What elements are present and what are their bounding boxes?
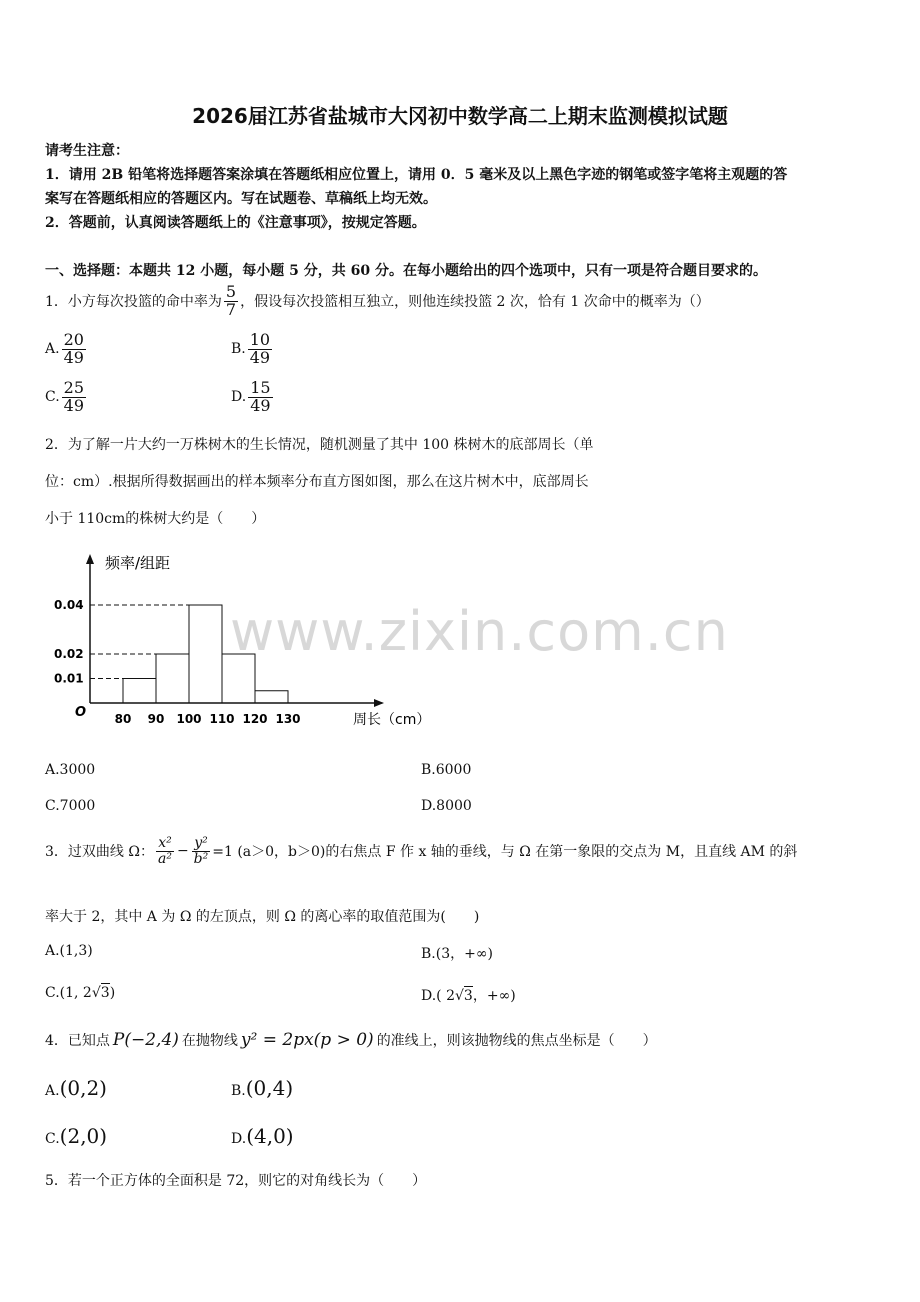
section-heading: 一、选择题：本题共 12 小题，每小题 5 分，共 60 分。在每小题给出的四个选项中，只有一项是符合题目要求的。 bbox=[45, 263, 767, 279]
option-fraction bbox=[248, 332, 272, 367]
q1-stem-post: ，假设每次投篮相互独立，则他连续投篮 2 次，恰有 1 次命中的概率为（） bbox=[240, 294, 710, 311]
q3-option-a[interactable]: A.(1,3) bbox=[45, 943, 93, 959]
option-num: 15 bbox=[250, 378, 271, 397]
option-label: D.( 2 bbox=[421, 988, 455, 1004]
option-den: 49 bbox=[249, 347, 271, 367]
q1-option-b[interactable] bbox=[231, 332, 274, 367]
q3-option-d[interactable] bbox=[421, 985, 516, 1005]
q4-option-a[interactable] bbox=[45, 1076, 107, 1100]
q2-option-d[interactable]: D.8000 bbox=[421, 798, 472, 814]
q3-fraction-x bbox=[156, 836, 174, 866]
q3-minus-sign: − bbox=[176, 843, 189, 860]
q1-stem-pre: 1．小方每次投篮的命中率为 bbox=[45, 294, 222, 311]
question-4 bbox=[45, 1030, 657, 1050]
option-label: C. bbox=[45, 389, 60, 406]
watermark-text: www.zixin.com.cn bbox=[230, 600, 729, 663]
q3-line2: 率大于 2，其中 A 为 Ω 的左顶点，则 Ω 的离心率的取值范围为( ) bbox=[45, 909, 480, 925]
q3-stem-mid: =1 (a＞0，b＞0)的右焦点 F 作 x 轴的垂线，与 Ω 在第一象限的交点为 M，且直线 AM 的斜 bbox=[212, 844, 798, 861]
option-num: 25 bbox=[63, 378, 85, 397]
q4-stem-pre: 4．已知点 bbox=[45, 1033, 110, 1049]
y-axis-arrow bbox=[86, 554, 94, 564]
q3-a2: a² bbox=[157, 850, 172, 867]
option-label: C.(1, 2 bbox=[45, 985, 92, 1001]
q1-option-a[interactable] bbox=[45, 332, 88, 367]
notice-line1a: 1．请用 2B 铅笔将选择题答案涂填在答题纸相应位置上，请用 0．5 毫米及以上黑色字迹的钢笔或签字笔将主观题的答 bbox=[45, 167, 788, 183]
chart-xlabel: 周长（cm） bbox=[353, 712, 431, 728]
q2-line2: 位：cm）.根据所得数据画出的样本频率分布直方图如图，那么在这片树木中，底部周长 bbox=[45, 474, 589, 490]
option-den: 49 bbox=[250, 395, 271, 415]
notice-heading: 请考生注意： bbox=[45, 143, 129, 159]
option-label: B. bbox=[231, 341, 246, 358]
q4-stem-post: 的准线上，则该抛物线的焦点坐标是（ ） bbox=[376, 1033, 657, 1049]
histogram-bar bbox=[123, 679, 156, 704]
option-label: C. bbox=[45, 1131, 60, 1147]
histogram-bar bbox=[189, 605, 222, 703]
q4-option-b[interactable] bbox=[231, 1076, 293, 1100]
q2-line3: 小于 110cm的株树大约是（ ） bbox=[45, 511, 266, 527]
option-label: D. bbox=[231, 1131, 247, 1147]
q4-option-c[interactable] bbox=[45, 1124, 107, 1148]
option-end: ) bbox=[109, 985, 116, 1001]
option-value: (0,4) bbox=[245, 1076, 294, 1100]
x-tick-label: 100 bbox=[176, 712, 202, 726]
q1-fraction-num: 5 bbox=[225, 282, 237, 301]
q2-option-b[interactable]: B.6000 bbox=[421, 762, 472, 778]
option-end: ，+∞) bbox=[472, 988, 516, 1004]
x-tick-label: 80 bbox=[114, 712, 132, 726]
q4-equation: y² = 2px(p > 0) bbox=[240, 1030, 374, 1050]
q4-stem-mid: 在抛物线 bbox=[181, 1033, 238, 1049]
q1-option-d[interactable] bbox=[231, 380, 275, 415]
q3-y2: y² bbox=[194, 835, 208, 851]
y-tick-label: 0.02 bbox=[54, 647, 84, 661]
y-tick-label: 0.01 bbox=[54, 671, 84, 686]
q5-stem: 5．若一个正方体的全面积是 72，则它的对角线长为（ ） bbox=[45, 1173, 427, 1189]
notice-line2: 2．答题前，认真阅读答题纸上的《注意事项》，按规定答题。 bbox=[45, 215, 426, 231]
q4-point: P(−2,4) bbox=[112, 1030, 179, 1050]
option-value: (2,0) bbox=[59, 1124, 108, 1148]
option-sqrt: 3 bbox=[463, 988, 473, 1004]
chart-origin-label: O bbox=[75, 705, 87, 720]
x-tick-label: 120 bbox=[242, 712, 268, 726]
q3-option-b[interactable]: B.(3，+∞) bbox=[421, 946, 493, 962]
notice-line1b: 案写在答题纸相应的答题区内。写在试题卷、草稿纸上均无效。 bbox=[45, 191, 437, 207]
x-tick-label: 90 bbox=[147, 712, 165, 726]
option-label: B. bbox=[231, 1083, 246, 1099]
q3-stem-pre: 3．过双曲线 Ω： bbox=[45, 844, 154, 861]
q1-fraction bbox=[224, 284, 238, 319]
q3-option-c[interactable] bbox=[45, 985, 115, 1001]
q3-b2: b² bbox=[193, 850, 209, 867]
option-value: (0,2) bbox=[59, 1076, 107, 1100]
q1-fraction-den: 7 bbox=[225, 299, 237, 319]
question-3 bbox=[45, 836, 797, 866]
option-value: (4,0) bbox=[246, 1124, 294, 1148]
page-title: 2026届江苏省盐城市大冈初中数学高二上期末监测模拟试题 bbox=[192, 104, 728, 128]
question-1 bbox=[45, 284, 710, 319]
option-label: A. bbox=[45, 341, 60, 358]
x-tick-label: 130 bbox=[275, 712, 301, 726]
x-tick-label: 110 bbox=[209, 712, 235, 726]
x-axis-arrow bbox=[374, 699, 384, 707]
q4-option-d[interactable] bbox=[231, 1124, 294, 1148]
q2-line1: 2．为了解一片大约一万株树木的生长情况，随机测量了其中 100 株树木的底部周长（单 bbox=[45, 437, 594, 453]
option-sqrt: 3 bbox=[100, 985, 110, 1001]
option-fraction bbox=[62, 380, 86, 415]
histogram-bar bbox=[156, 654, 189, 703]
option-den: 49 bbox=[63, 347, 84, 367]
option-num: 20 bbox=[63, 330, 84, 349]
q3-fraction-y bbox=[192, 836, 211, 866]
option-fraction bbox=[248, 380, 272, 415]
radical-sign: √ bbox=[455, 988, 464, 1004]
option-num: 10 bbox=[249, 330, 271, 349]
chart-ylabel: 频率/组距 bbox=[105, 554, 171, 572]
q1-option-c[interactable] bbox=[45, 380, 88, 415]
radical-sign: √ bbox=[91, 985, 101, 1001]
y-tick-label: 0.04 bbox=[54, 598, 84, 612]
q3-x2: x² bbox=[158, 835, 172, 851]
histogram-bar bbox=[255, 691, 288, 703]
option-fraction bbox=[62, 332, 86, 367]
option-label: D. bbox=[231, 389, 247, 406]
option-den: 49 bbox=[63, 395, 85, 415]
q2-option-c[interactable]: C.7000 bbox=[45, 798, 96, 814]
q2-option-a[interactable]: A.3000 bbox=[45, 762, 96, 778]
option-label: A. bbox=[45, 1083, 60, 1099]
